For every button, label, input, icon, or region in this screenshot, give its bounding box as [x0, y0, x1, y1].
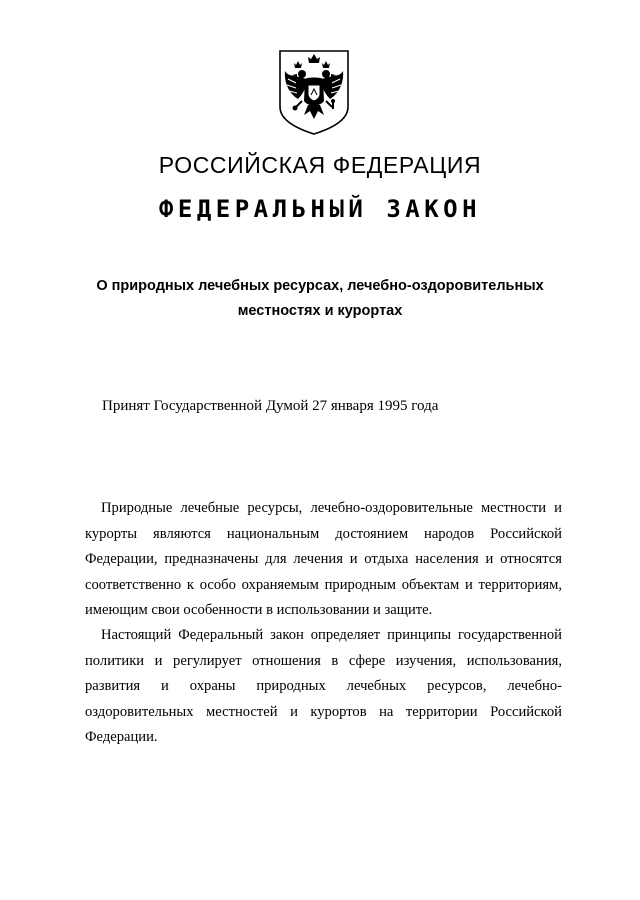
text-line: Федерации, предназначены для лечения и отдыха населения и относятся: [85, 551, 562, 567]
adoption-note: Принят Государственной Думой 27 января 1995 года: [102, 398, 439, 414]
text-line: развития и охраны природных лечебных ресурсов, лечебно-: [85, 678, 562, 694]
law-type-heading: ФЕДЕРАЛЬНЫЙ ЗАКОН: [158, 195, 482, 223]
paragraph-1: [85, 496, 562, 624]
text-line: Федерации.: [85, 729, 158, 745]
paragraph-2: [85, 623, 562, 751]
text-line: Настоящий Федеральный закон определяет принципы государственной: [101, 627, 562, 643]
text-line: имеющим свои особенности в использовании и защите.: [85, 602, 433, 618]
text-line: курорты являются национальным достоянием народов Российской: [85, 525, 562, 542]
law-title-line: О природных лечебных ресурсах, лечебно-оздоровительных: [96, 278, 544, 294]
country-heading: РОССИЙСКАЯ ФЕДЕРАЦИЯ: [158, 152, 482, 178]
law-title: [60, 274, 580, 324]
text-line: оздоровительных местностей и курортов на территории Российской: [85, 703, 562, 720]
law-title-line: местностях и курортах: [237, 303, 403, 319]
coat-of-arms-icon: [278, 49, 350, 136]
text-line: политики и регулирует отношения в сфере изучения, использования,: [85, 652, 562, 669]
text-line: соответственно к особо охраняемым природным объектам и территориям,: [85, 576, 562, 593]
text-line: Природные лечебные ресурсы, лечебно-оздоровительные местности и: [101, 500, 562, 516]
